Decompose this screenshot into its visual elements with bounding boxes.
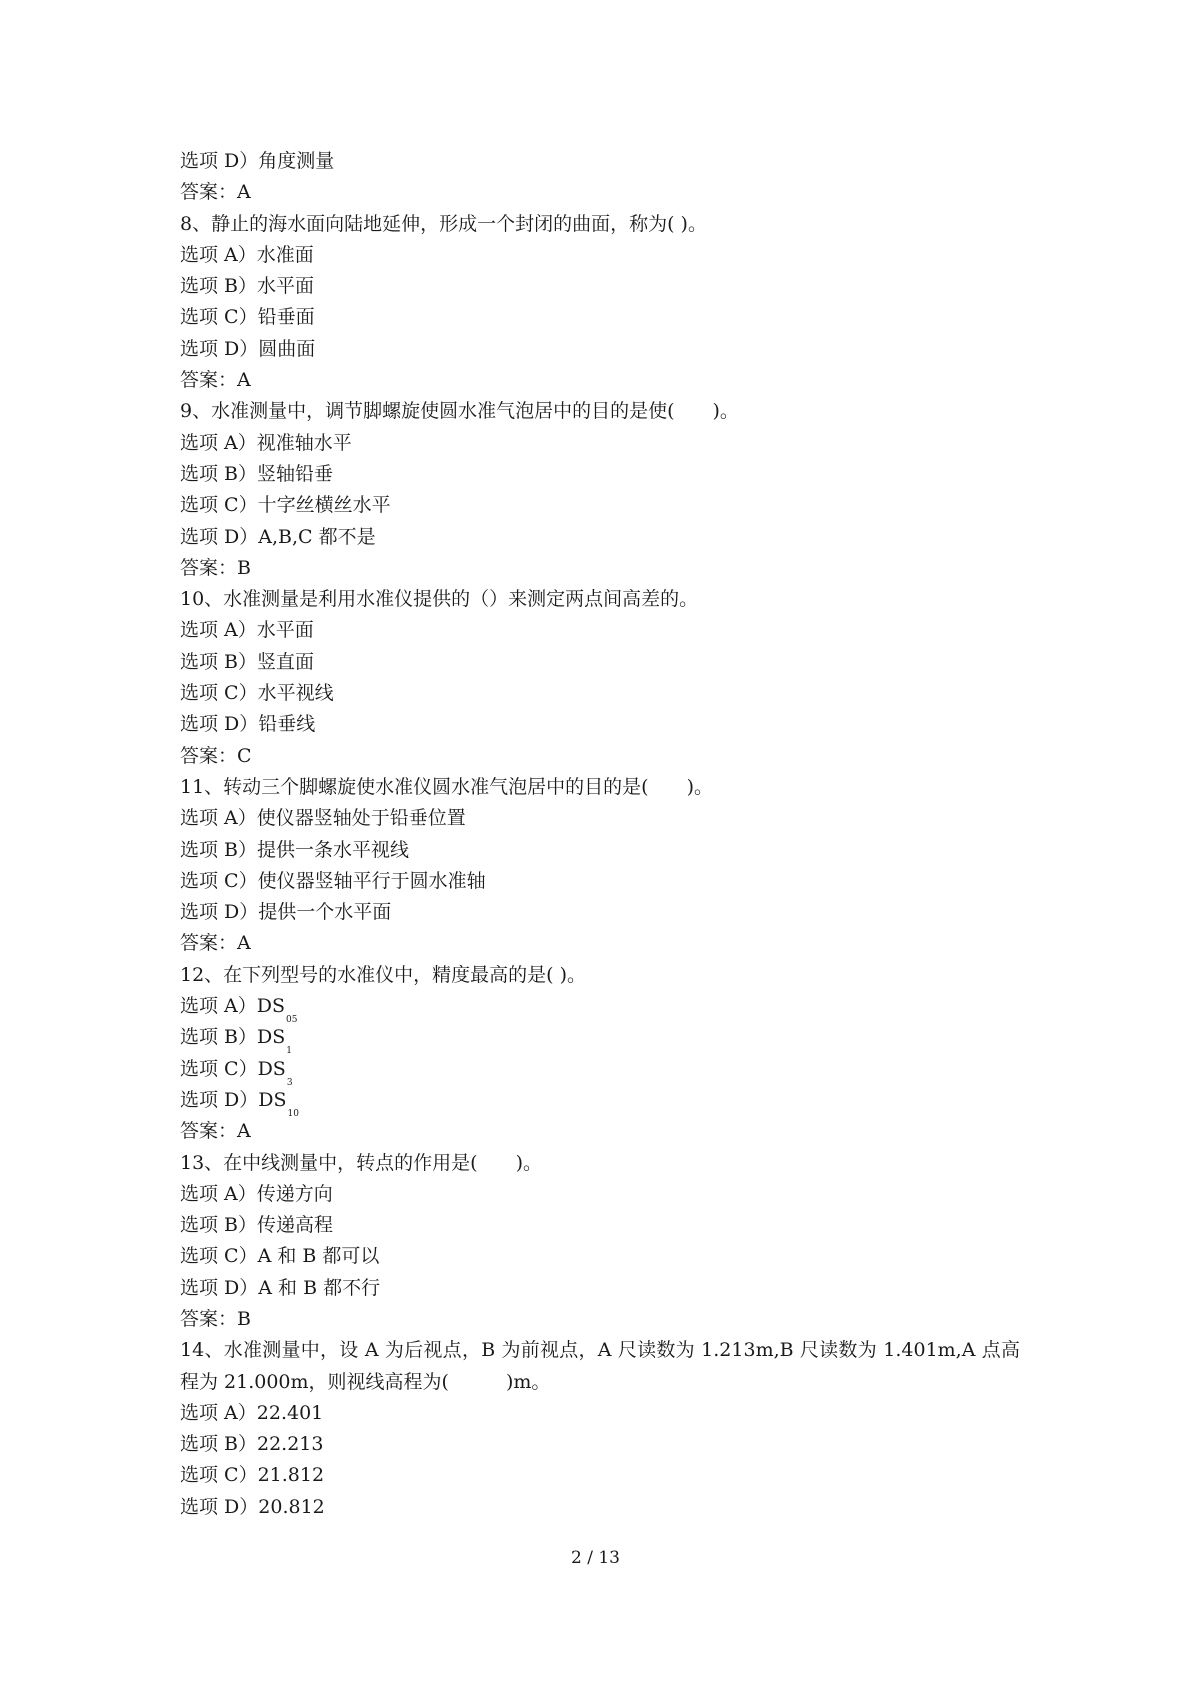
page-number: 2 / 13 xyxy=(571,1548,620,1568)
option-line: 选项 D）20.812 xyxy=(180,1495,325,1518)
option-line: 选项 C）十字丝横丝水平 xyxy=(180,494,391,517)
document-body xyxy=(180,146,1020,1523)
option-line: 选项 A）传递方向 xyxy=(180,1182,333,1205)
option-line: 选项 B）提供一条水平视线 xyxy=(180,838,410,861)
option-subscript: 05 xyxy=(286,1015,298,1026)
option-line: 选项 C）水平视线 xyxy=(180,682,334,705)
option-line: 选项 A）水平面 xyxy=(180,619,314,642)
option-line: 选项 C）使仪器竖轴平行于圆水准轴 xyxy=(180,869,486,892)
answer-line: 答案：A xyxy=(180,1120,251,1143)
answer-line: 答案：B xyxy=(180,1307,251,1330)
option-text: 选项 A）DS xyxy=(180,995,286,1018)
option-line: 选项 A）水准面 xyxy=(180,243,314,266)
option-line: 选项 A）使仪器竖轴处于铅垂位置 xyxy=(180,807,466,830)
option-line: 选项 B）水平面 xyxy=(180,275,315,298)
answer-line: 答案：B xyxy=(180,556,251,579)
answer-line: 答案：C xyxy=(180,744,252,767)
answer-line: 答案：A xyxy=(180,181,251,204)
question-14: 14、水准测量中，设 A 为后视点，B 为前视点，A 尺读数为 1.213m,B 尺读数为 1.401m,A 点高程为 21.000m，则视线高程为( )m。 xyxy=(180,1339,1020,1393)
option-text: 选项 B）DS xyxy=(180,1026,286,1049)
option-line: 选项 D）提供一个水平面 xyxy=(180,901,392,924)
option-subscript: 1 xyxy=(286,1046,292,1057)
option-line xyxy=(180,1054,1020,1088)
option-subscript: 10 xyxy=(287,1108,299,1119)
option-line: 选项 B）传递高程 xyxy=(180,1214,334,1237)
question-13: 13、在中线测量中，转点的作用是( )。 xyxy=(180,1151,543,1174)
option-text: 选项 D）DS xyxy=(180,1088,287,1111)
answer-line: 答案：A xyxy=(180,932,251,955)
text-line: 选项 D）角度测量 xyxy=(180,150,335,172)
option-line xyxy=(180,1022,1020,1057)
option-line: 选项 D）A,B,C 都不是 xyxy=(180,525,376,548)
question-10: 10、水准测量是利用水准仪提供的（）来测定两点间高差的。 xyxy=(180,588,699,611)
option-line: 选项 A）视准轴水平 xyxy=(180,431,352,454)
option-line: 选项 C）铅垂面 xyxy=(180,306,315,329)
option-line: 选项 D）圆曲面 xyxy=(180,337,316,360)
option-line: 选项 C）A 和 B 都可以 xyxy=(180,1245,380,1268)
option-line: 选项 B）竖直面 xyxy=(180,650,315,673)
option-text: 选项 C）DS xyxy=(180,1057,286,1080)
option-subscript: 3 xyxy=(286,1077,293,1088)
option-line xyxy=(180,1085,1020,1119)
question-9: 9、水准测量中，调节脚螺旋使圆水准气泡居中的目的是使( )。 xyxy=(180,400,739,423)
option-line: 选项 C）21.812 xyxy=(180,1464,325,1487)
option-line: 选项 B）竖轴铅垂 xyxy=(180,462,334,485)
answer-line: 答案：A xyxy=(180,369,251,392)
question-11: 11、转动三个脚螺旋使水准仪圆水准气泡居中的目的是( )。 xyxy=(180,775,714,798)
option-line xyxy=(180,991,1020,1026)
option-line: 选项 A）22.401 xyxy=(180,1401,324,1424)
option-line: 选项 B）22.213 xyxy=(180,1433,324,1456)
question-8: 8、静止的海水面向陆地延伸，形成一个封闭的曲面，称为( )。 xyxy=(180,212,707,235)
question-12: 12、在下列型号的水准仪中，精度最高的是( )。 xyxy=(180,963,587,986)
option-line: 选项 D）A 和 B 都不行 xyxy=(180,1276,381,1299)
option-line: 选项 D）铅垂线 xyxy=(180,713,316,736)
